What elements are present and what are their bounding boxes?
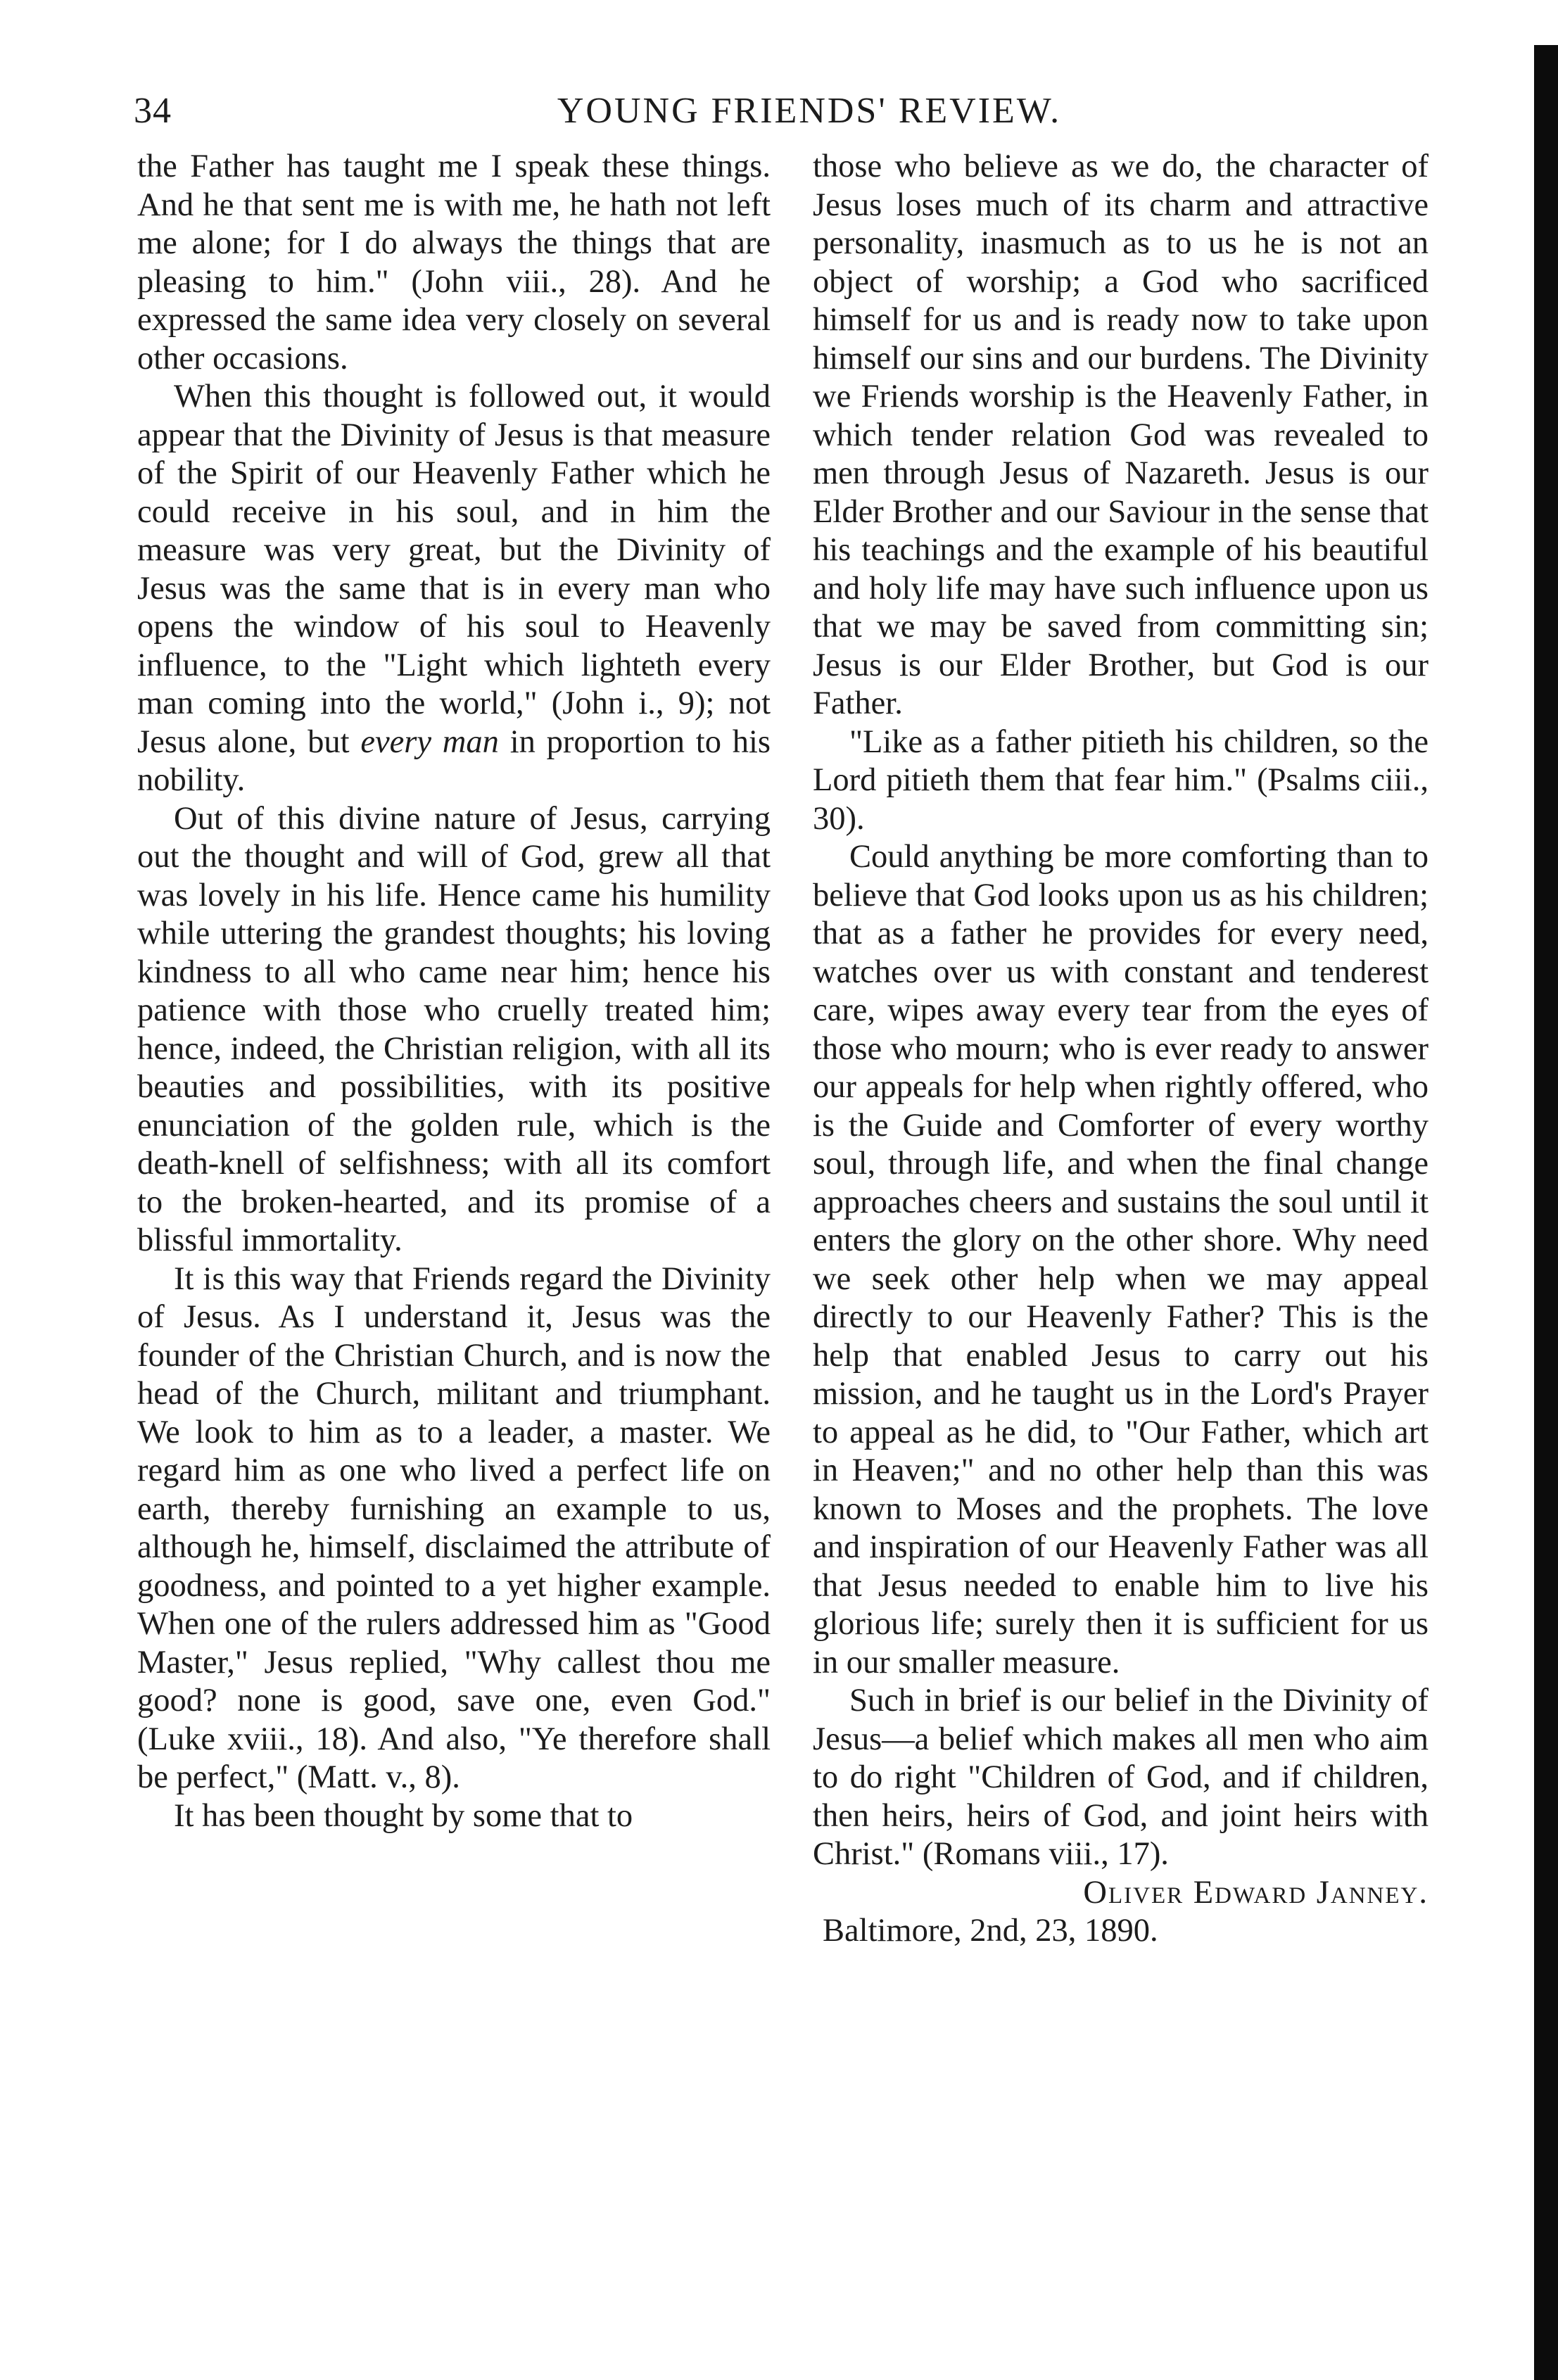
left-paragraph-5: It has been thought by some that to — [174, 1797, 633, 1834]
left-paragraph-2 — [137, 378, 771, 800]
right-paragraph-2: "Like as a father pitieth his children, so the Lord pitieth them that fear him." (Psalms ciii., 30). — [813, 723, 1429, 837]
left-paragraph-2-text-b: in proportion to his nobility. — [137, 723, 771, 798]
left-column — [137, 148, 771, 1835]
left-paragraph-3: Out of this divine nature of Jesus, carrying out the thought and will of God, grew all that was lovely in his life. Hence came his humility while uttering the grandest thoughts; his loving kindness to all who came near him; hence his patience with those who cruelly treated him; hence, indeed, the Christian religion, with all its beauties and possibilities, with its positive enunciation of the golden rule, which is the death-knell of selfishness; with all its comfort to the broken-hearted, and its promise of a blissful immortality. — [137, 800, 771, 1258]
right-paragraph-3: Could anything be more comforting than to believe that God looks upon us as his children; that as a father he provides for every need, watches over us with constant and tenderest care, wipes away every tear from the eyes of those who mourn; who is ever ready to answer our appeals for help when rightly offered, who is the Guide and Comforter of every worthy soul, through life, and when the final change approaches cheers and sustains the soul until it enters the glory on the other shore. Why need we seek other help when we may appeal directly to our Heavenly Father? This is the help that enabled Jesus to carry out his mission, and he taught us in the Lord's Prayer to appeal as he did, to "Our Father, which art in Heaven;" and no other help than this was known to Moses and the prophets. The love and inspiration of our Heavenly Father was all that Jesus needed to enable him to live his glorious life; surely then it is sufficient for us in our smaller measure. — [813, 839, 1429, 1680]
right-paragraph-1: those who believe as we do, the character of Jesus loses much of its charm and attractive personality, inasmuch as to us he is not an object of worship; a God who sacrificed himself for us and is ready now to take upon himself our sins and our burdens. The Divinity we Friends worship is the Heavenly Father, in which tender relation God was revealed to men through Jesus of Nazareth. Jesus is our Elder Brother and our Saviour in the sense that his teachings and the example of his beautiful and holy life may have such influence upon us that we may be saved from committing sin; Jesus is our Elder Brother, but God is our Father. — [813, 148, 1429, 721]
left-paragraph-1: the Father has taught me I speak these things. And he that sent me is with me, he hath not left me alone; for I do always the things that are pleasing to him." (John viii., 28). And he expressed the same idea very closely on several other occasions. — [137, 148, 771, 376]
right-paragraph-4: Such in brief is our belief in the Divinity of Jesus—a belief which makes all men who aim to do right "Children of God, and if children, then heirs, heirs of God, and joint heirs with Christ." (Romans viii., 17). — [813, 1683, 1429, 1872]
dateline: Baltimore, 2nd, 23, 1890. — [823, 1913, 1158, 1949]
page-edge-shadow — [1534, 45, 1558, 2380]
left-paragraph-4: It is this way that Friends regard the Divinity of Jesus. As I understand it, Jesus was the founder of the Christian Church, and is now the head of the Church, militant and triumphant. We look to him as to a leader, a master. We regard him as one who lived a perfect life on earth, thereby furnishing an example to us, although he, himself, disclaimed the attribute of goodness, and pointed to a yet higher example. When one of the rulers addressed him as "Good Master," Jesus replied, "Why callest thou me good? none is good, save one, even God." (Luke xviii., 18). And also, "Ye therefore shall be perfect," (Matt. v., 8). — [137, 1260, 771, 1795]
page-header — [127, 84, 1506, 148]
page-number: 34 — [134, 91, 172, 131]
journal-title: YOUNG FRIENDS' REVIEW. — [557, 91, 1062, 131]
left-paragraph-2-text-a: When this thought is followed out, it would appear that the Divinity of Jesus is that measure of the Spirit of our Heavenly Father which he could receive in his soul, and in him the measure was very great, but the Divinity of Jesus was the same that is in every man who opens the window of his soul to Heavenly influence, to the "Light which lighteth every man coming into the world," (John i., 9); not Jesus alone, but — [137, 379, 771, 760]
author-signature: Oliver Edward Janney. — [1083, 1874, 1429, 1911]
right-column — [813, 148, 1429, 1951]
left-paragraph-2-emphasis: every man — [360, 723, 499, 760]
